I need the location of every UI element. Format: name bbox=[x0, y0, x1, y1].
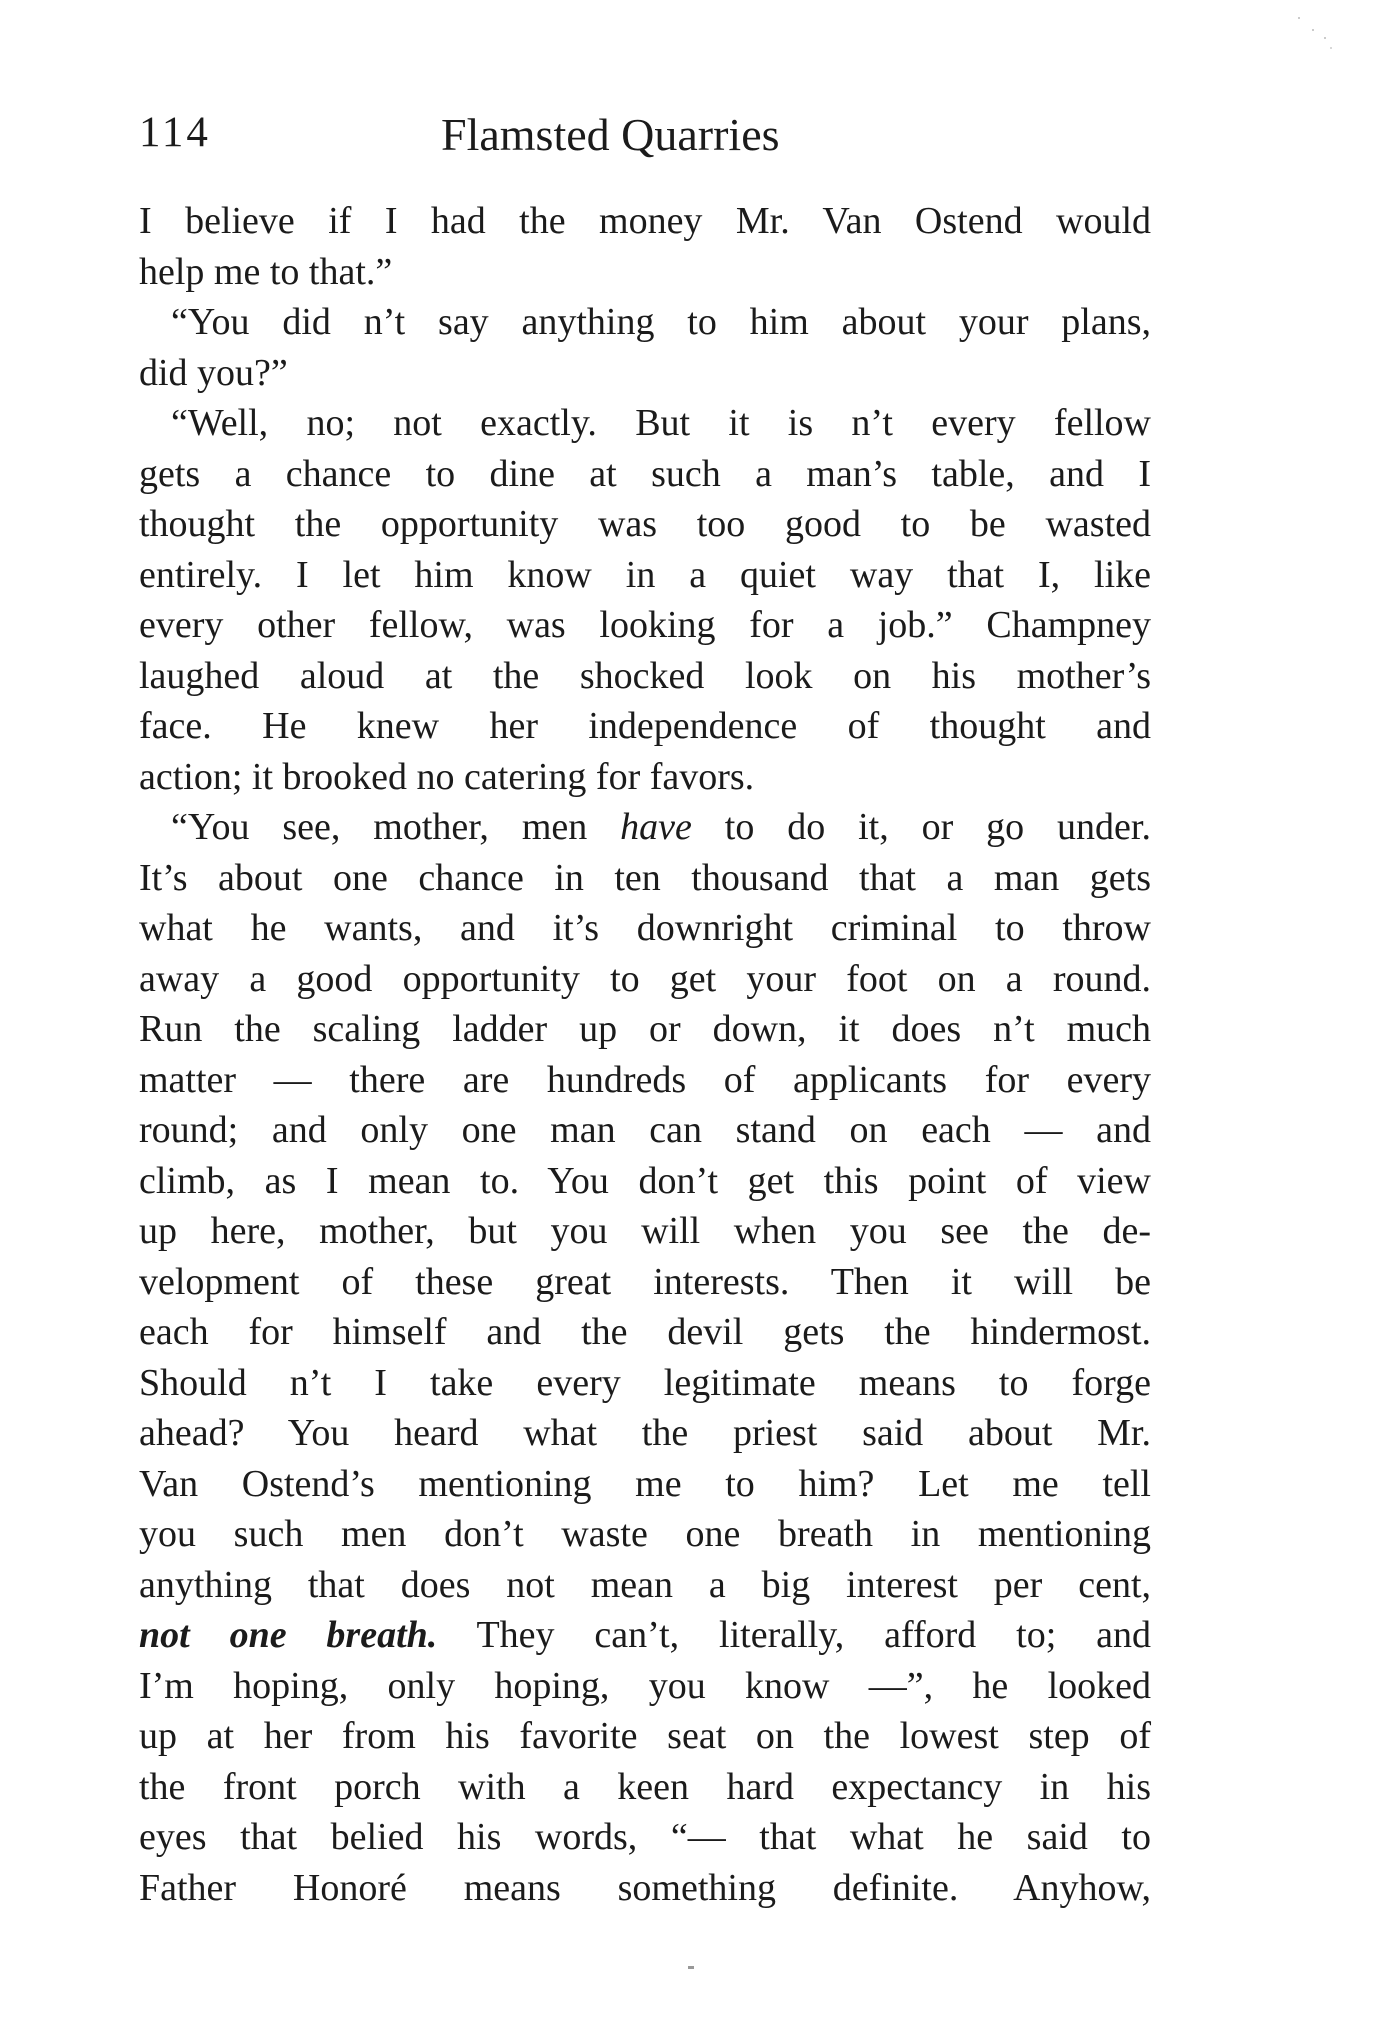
text-line: help me to that.” bbox=[139, 250, 393, 293]
text-line: did you?” bbox=[139, 351, 288, 394]
text-line: the front porch with a keen hard expectancy in his bbox=[139, 1765, 1151, 1808]
text-line: every other fellow, was looking for a job.” Champney bbox=[139, 604, 1151, 646]
text-line: up here, mother, but you will when you see the de- bbox=[139, 1210, 1151, 1252]
text-line: Father Honoré means something definite. Anyhow, bbox=[139, 1866, 1151, 1909]
text-line: eyes that belied his words, “— that what he said to bbox=[139, 1816, 1151, 1858]
text-line: ahead? You heard what the priest said about Mr. bbox=[139, 1412, 1151, 1454]
text-line: you such men don’t waste one breath in mentioning bbox=[139, 1513, 1151, 1555]
text-line: what he wants, and it’s downright criminal to throw bbox=[139, 907, 1151, 949]
text-line: It’s about one chance in ten thousand that a man gets bbox=[139, 856, 1151, 899]
paper-speck bbox=[688, 1966, 694, 1969]
line-text: “You see, mother, men bbox=[171, 806, 621, 848]
text-line: anything that does not mean a big interest per cent, bbox=[139, 1563, 1151, 1606]
running-title: Flamsted Quarries bbox=[441, 109, 780, 160]
text-line: Van Ostend’s mentioning me to him? Let me tell bbox=[139, 1462, 1151, 1505]
text-line: gets a chance to dine at such a man’s table, and I bbox=[139, 452, 1151, 495]
text-line: climb, as I mean to. You don’t get this point of view bbox=[139, 1159, 1151, 1202]
page-number: 114 bbox=[139, 109, 211, 156]
line-text: They can’t, literally, afford to; and bbox=[437, 1614, 1151, 1656]
text-line: Should n’t I take every legitimate means to forge bbox=[139, 1361, 1151, 1404]
text-line: thought the opportunity was too good to be wasted bbox=[139, 503, 1151, 545]
text-line: I’m hoping, only hoping, you know —”, he looked bbox=[139, 1664, 1151, 1707]
text-line bbox=[139, 802, 1151, 853]
text-line: velopment of these great interests. Then it will be bbox=[139, 1260, 1151, 1303]
text-line: laughed aloud at the shocked look on his mother’s bbox=[139, 654, 1151, 697]
line-text: to do it, or go under. bbox=[691, 806, 1151, 848]
text-line: round; and only one man can stand on each — and bbox=[139, 1109, 1151, 1151]
running-header bbox=[139, 108, 1159, 172]
text-line: Run the scaling ladder up or down, it does n’t much bbox=[139, 1008, 1151, 1050]
text-line: I believe if I had the money Mr. Van Ostend would bbox=[139, 200, 1151, 242]
paper-specks bbox=[1279, 8, 1339, 68]
text-line: away a good opportunity to get your foot on a round. bbox=[139, 957, 1151, 1000]
text-line: up at her from his favorite seat on the lowest step of bbox=[139, 1715, 1151, 1757]
text-line: entirely. I let him know in a quiet way that I, like bbox=[139, 553, 1151, 596]
text-line: action; it brooked no catering for favors. bbox=[139, 755, 755, 798]
text-line: “Well, no; not exactly. But it is n’t every fellow bbox=[171, 402, 1151, 444]
italic-emphasis: have bbox=[620, 806, 692, 848]
text-line: “You did n’t say anything to him about your plans, bbox=[171, 301, 1151, 343]
italic-emphasis: not one breath. bbox=[139, 1614, 438, 1656]
body-text bbox=[139, 196, 1151, 1913]
text-line bbox=[139, 1610, 1151, 1661]
text-line: matter — there are hundreds of applicants for every bbox=[139, 1058, 1151, 1101]
text-line: face. He knew her independence of thought and bbox=[139, 705, 1151, 747]
text-line: each for himself and the devil gets the hindermost. bbox=[139, 1311, 1151, 1353]
